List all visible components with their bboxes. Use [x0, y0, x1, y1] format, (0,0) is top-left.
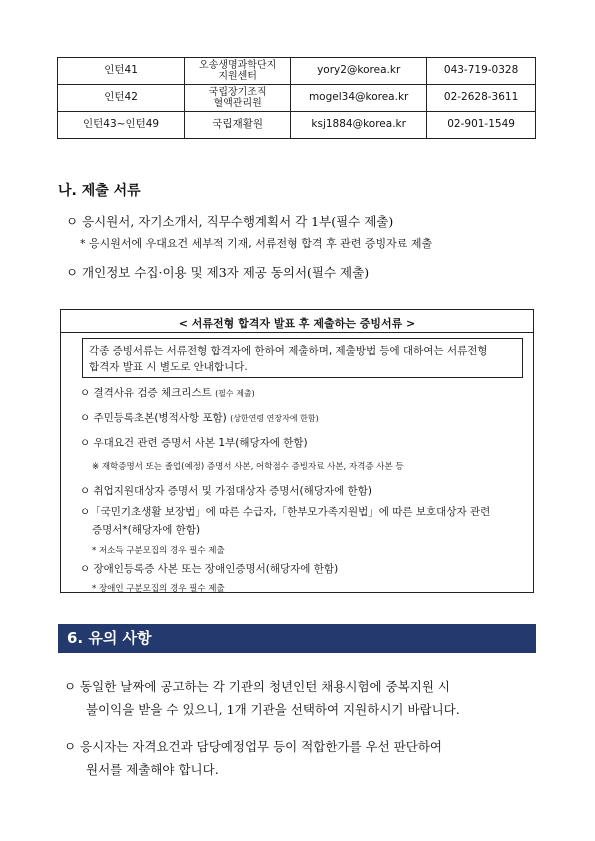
evidence-item-text: ㅇ 결격사유 검증 체크리스트 — [80, 387, 212, 399]
submission-bullet: ㅇ 응시원서, 자기소개서, 직무수행계획서 각 1부(필수 제출) — [66, 214, 394, 229]
notice-line: 원서를 제출해야 합니다. — [86, 762, 219, 777]
agency-name-line: 혈액관리원 — [213, 98, 262, 109]
evidence-item-note: (필수 제출) — [215, 389, 255, 398]
table-row — [58, 58, 536, 85]
submission-bullet: ㅇ 개인정보 수집·이용 및 제3자 제공 동의서(필수 제출) — [66, 265, 370, 280]
submission-heading: 나. 제출 서류 — [58, 183, 141, 199]
agency-name-line: 오송생명과학단지 — [199, 60, 277, 71]
submission-note: * 응시원서에 우대요건 세부적 기재, 서류전형 합격 후 관련 증빙자료 제출 — [80, 237, 433, 250]
evidence-item: ㅇ 우대요건 관련 증명서 사본 1부(해당자에 한함) — [80, 437, 308, 449]
notice-line: ㅇ 동일한 날짜에 공고하는 각 기관의 청년인턴 채용시험에 중복지원 시 — [64, 679, 450, 694]
evidence-item-note: (상한연령 연장자에 한함) — [230, 414, 319, 423]
divider — [61, 332, 533, 333]
evidence-documents-box — [60, 309, 534, 593]
intern-cell: 인턴42 — [58, 85, 185, 112]
email-cell: ksj1884@korea.kr — [291, 112, 427, 139]
email-cell: yory2@korea.kr — [291, 58, 427, 85]
evidence-note: * 장애인 구분모집의 경우 필수 제출 — [92, 584, 225, 594]
agency-name-line: 국립장기조직 — [208, 87, 267, 98]
evidence-item: ㅇ「국민기초생활 보장법」에 따른 수급자,「한부모가족지원법」에 따른 보호대상자 관련 — [80, 506, 491, 518]
evidence-item — [80, 385, 255, 400]
agency-cell — [185, 85, 291, 112]
email-cell: mogel34@korea.kr — [291, 85, 427, 112]
evidence-item-text: ㅇ 주민등록초본(병적사항 포함) — [80, 412, 227, 424]
agency-cell — [185, 58, 291, 85]
table-row — [58, 112, 536, 139]
evidence-box-title: < 서류전형 합격자 발표 후 제출하는 증빙서류 > — [178, 317, 416, 330]
agency-cell: 국립재활원 — [185, 112, 291, 139]
phone-cell: 02-901-1549 — [427, 112, 536, 139]
phone-cell: 02-2628-3611 — [427, 85, 536, 112]
phone-cell: 043-719-0328 — [427, 58, 536, 85]
evidence-item: ㅇ 장애인등록증 사본 또는 장애인증명서(해당자에 한함) — [80, 563, 339, 575]
contact-table — [57, 57, 536, 139]
evidence-item: ㅇ 취업지원대상자 증명서 및 가점대상자 증명서(해당자에 한함) — [80, 485, 372, 497]
evidence-intro-line: 각종 증빙서류는 서류전형 합격자에 한하여 제출하며, 제출방법 등에 대하여는 서류전형 — [89, 345, 488, 357]
evidence-note: ※ 재학증명서 또는 졸업(예정) 증명서 사본, 어학점수 증빙자료 사본, 자격증 사본 등 — [92, 462, 404, 472]
evidence-intro-line: 합격자 발표 시 별도로 안내합니다. — [89, 361, 248, 373]
notice-line: ㅇ 응시자는 자격요건과 담당예정업무 등이 적합한가를 우선 판단하여 — [64, 739, 442, 754]
intern-cell: 인턴41 — [58, 58, 185, 85]
intern-cell: 인턴43~인턴49 — [58, 112, 185, 139]
section-6-header: 6. 유의 사항 — [58, 624, 536, 653]
evidence-intro-box — [82, 338, 523, 378]
evidence-note: * 저소득 구분모집의 경우 필수 제출 — [92, 546, 225, 556]
agency-name-line: 지원센터 — [218, 71, 257, 82]
evidence-item: 증명서*(해당자에 한함) — [92, 524, 201, 536]
notice-line: 불이익을 받을 수 있으니, 1개 기관을 선택하여 지원하시기 바랍니다. — [86, 702, 460, 717]
table-row — [58, 85, 536, 112]
evidence-item — [80, 410, 319, 425]
